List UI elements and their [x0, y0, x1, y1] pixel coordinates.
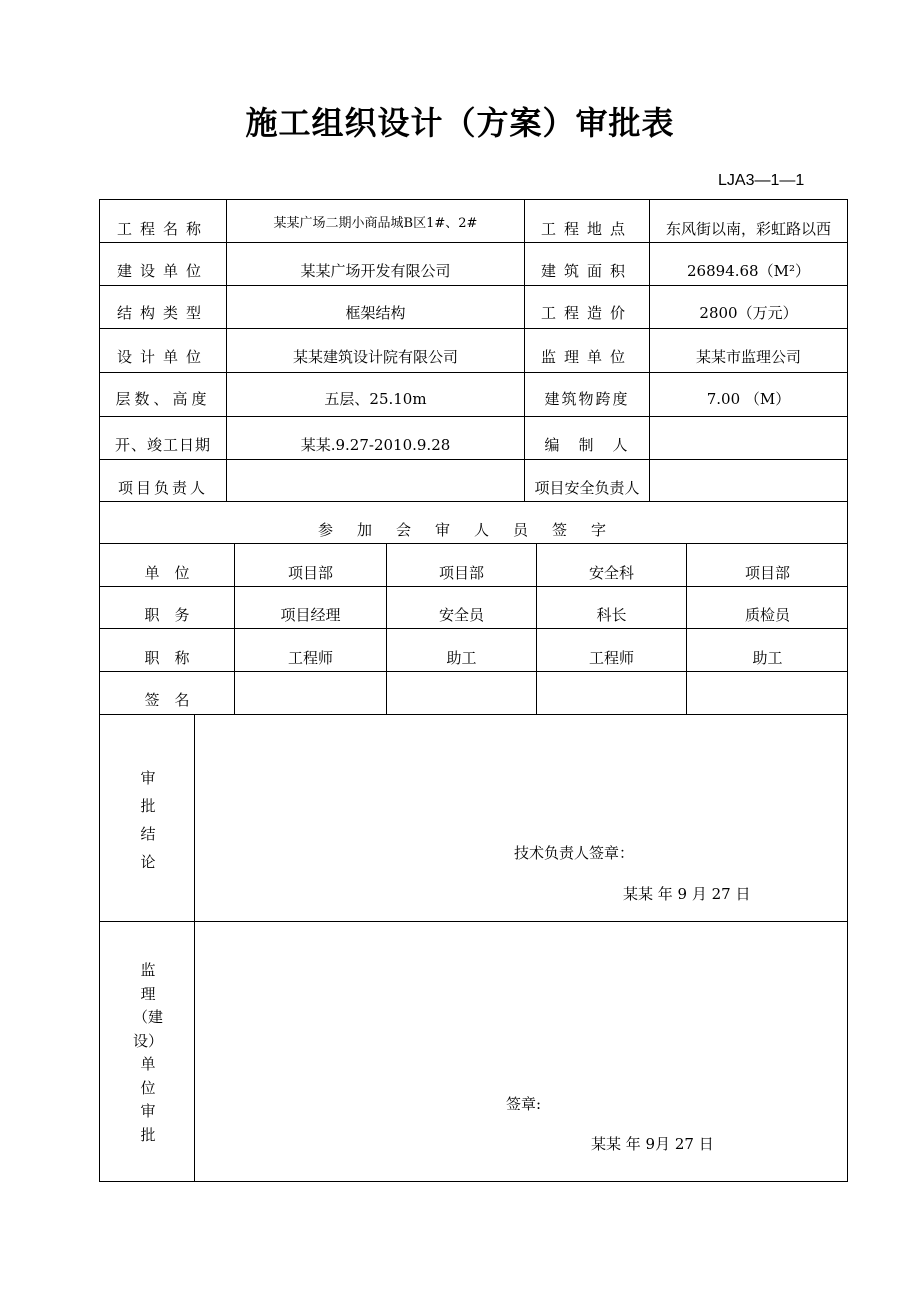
safety-manager-label: 项目安全负责人 — [534, 478, 640, 497]
project-name-label: 工程名称 — [116, 219, 209, 238]
supervision-signature-label: 签章: — [506, 1095, 542, 1113]
signature-cell[interactable] — [235, 672, 386, 714]
title-cell: 工程师 — [588, 648, 634, 667]
signature-cell[interactable] — [537, 672, 686, 714]
form-code: LJA3—1—1 — [718, 172, 805, 189]
signature-label: 签 名 — [144, 690, 190, 709]
compiler-value[interactable] — [650, 422, 847, 466]
approval-conclusion-label: 审 批 结 论 — [140, 769, 156, 871]
project-cost-label: 工程造价 — [540, 304, 633, 322]
project-location-value: 东风街以南，彩虹路以西 — [665, 219, 831, 238]
floors-height-label: 层数、高度 — [115, 389, 211, 408]
start-end-date-label: 开、竣工日期 — [114, 435, 211, 454]
structure-type-label: 结构类型 — [116, 304, 209, 322]
position-cell: 质检员 — [744, 605, 790, 624]
signature-cell[interactable] — [387, 672, 536, 714]
title-label: 职 称 — [144, 648, 190, 667]
unit-cell: 项目部 — [287, 563, 333, 582]
compiler-label: 编 制 人 — [544, 435, 630, 454]
unit-cell: 项目部 — [438, 563, 484, 582]
unit-cell: 安全科 — [588, 563, 634, 582]
title-cell: 工程师 — [287, 648, 333, 667]
developer-label: 建设单位 — [116, 262, 209, 280]
project-manager-value[interactable] — [227, 466, 524, 508]
building-area-value: 26894.68（M²） — [687, 262, 810, 280]
start-end-date-value: 某某.9.27-2010.9.28 — [300, 435, 451, 454]
supervisor-value: 某某市监理公司 — [695, 347, 801, 366]
designer-value: 某某建筑设计院有限公司 — [292, 347, 458, 366]
title-cell: 助工 — [752, 648, 783, 667]
project-location-label: 工程地点 — [540, 219, 633, 238]
supervisor-label: 监理单位 — [540, 347, 633, 366]
position-label: 职 务 — [144, 605, 190, 624]
project-cost-value: 2800（万元） — [699, 304, 798, 322]
building-span-value: 7.00 （M） — [706, 389, 791, 408]
designer-label: 设计单位 — [116, 347, 209, 366]
page-title: 施工组织设计（方案）审批表 — [245, 104, 675, 142]
position-cell: 项目经理 — [280, 605, 341, 624]
developer-value: 某某广场开发有限公司 — [300, 262, 451, 280]
unit-label: 单 位 — [144, 563, 190, 582]
project-name-value: 某某广场二期小商品城B区1#、2# — [273, 215, 478, 231]
unit-cell: 项目部 — [744, 563, 790, 582]
position-cell: 安全员 — [438, 605, 484, 624]
project-manager-label: 项目负责人 — [117, 478, 208, 497]
position-cell: 科长 — [596, 605, 627, 624]
approval-date: 某某 年 9 月 27 日 — [623, 885, 751, 903]
title-cell: 助工 — [446, 648, 477, 667]
signers-header: 参加会审人员签字 — [317, 520, 630, 539]
technical-lead-signature-label: 技术负责人签章： — [514, 844, 635, 862]
floors-height-value: 五层、25.10m — [324, 389, 427, 408]
building-span-label: 建筑物跨度 — [544, 389, 630, 408]
signature-cell[interactable] — [687, 672, 848, 714]
building-area-label: 建筑面积 — [540, 262, 633, 280]
supervision-date: 某某 年 9月 27 日 — [591, 1135, 714, 1153]
safety-manager-value[interactable] — [650, 466, 847, 508]
supervision-approval-label: 监 理 （建 设） 单 位 审 批 — [132, 961, 163, 1144]
structure-type-value: 框架结构 — [345, 304, 406, 322]
